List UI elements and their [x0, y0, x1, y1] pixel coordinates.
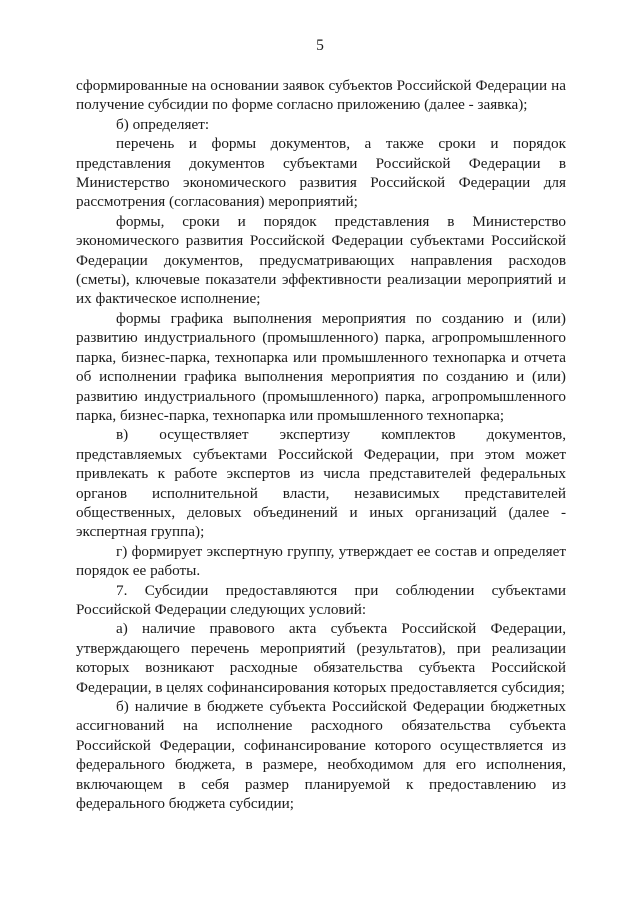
paragraph-continuation: сформированные на основании заявок субъектов Российской Федерации на получение субсидии по форме согласно приложению (далее - заявка);	[76, 77, 566, 114]
paragraph-condition-a: а) наличие правового акта субъекта Российской Федерации, утверждающего перечень мероприятий (результатов), при реализации которых возникают расходные обязательства субъекта Российской Федерации, в целях софинансирования которых предоставляется субсидия;	[76, 620, 566, 696]
paragraph-clause-7: 7. Субсидии предоставляются при соблюдении субъектами Российской Федерации следующих условий:	[76, 581, 566, 618]
paragraph-item-g-expert-group: г) формирует экспертную группу, утверждает ее состав и определяет порядок ее работы.	[76, 542, 566, 580]
paragraph-condition-b: б) наличие в бюджете субъекта Российской Федерации бюджетных ассигнований на исполнение расходного обязательства субъекта Российской Федерации, софинансирование которого осуществляется из федерального бюджета, в размере, необходимом для его исполнения, включающем в себя размер планируемой к предоставлению из федерального бюджета субсидии;	[76, 698, 566, 813]
page-number: 5	[316, 37, 324, 54]
paragraph-forms-deadlines: формы, сроки и порядок представления в Министерство экономического развития Российской Федерации субъектами Российской Федерации документов, предусматривающих направления расходов (сметы), ключевые показатели эффективности реализации мероприятий и их фактическое исполнение;	[76, 212, 566, 308]
paragraph-schedule-forms: формы графика выполнения мероприятия по созданию и (или) развитию индустриального (промышленного) парка, агропромышленного парка, бизнес-парка, технопарка или промышленного технопарка и отчета об исполнении графика выполнения мероприятия по созданию и (или) развитию индустриального (промышленного) парка, агропромышленного парка, бизнес-парка, технопарка или промышленного технопарка;	[76, 309, 566, 424]
paragraph-item-b-defines: б) определяет:	[116, 115, 210, 133]
paragraph-list-documents: перечень и формы документов, а также сроки и порядок представления документов субъектами Российской Федерации в Министерство экономического развития Российской Федерации для рассмотрения (согласования) мероприятий;	[76, 135, 566, 211]
document-body	[76, 76, 566, 813]
paragraph-item-v-expertise: в) осуществляет экспертизу комплектов документов, представляемых субъектами Российской Федерации, при этом может привлекать к работе экспертов из числа представителей федеральных органов исполнительной власти, независимых представителей общественных, деловых объединений и иных организаций (далее - экспертная группа);	[76, 426, 566, 541]
